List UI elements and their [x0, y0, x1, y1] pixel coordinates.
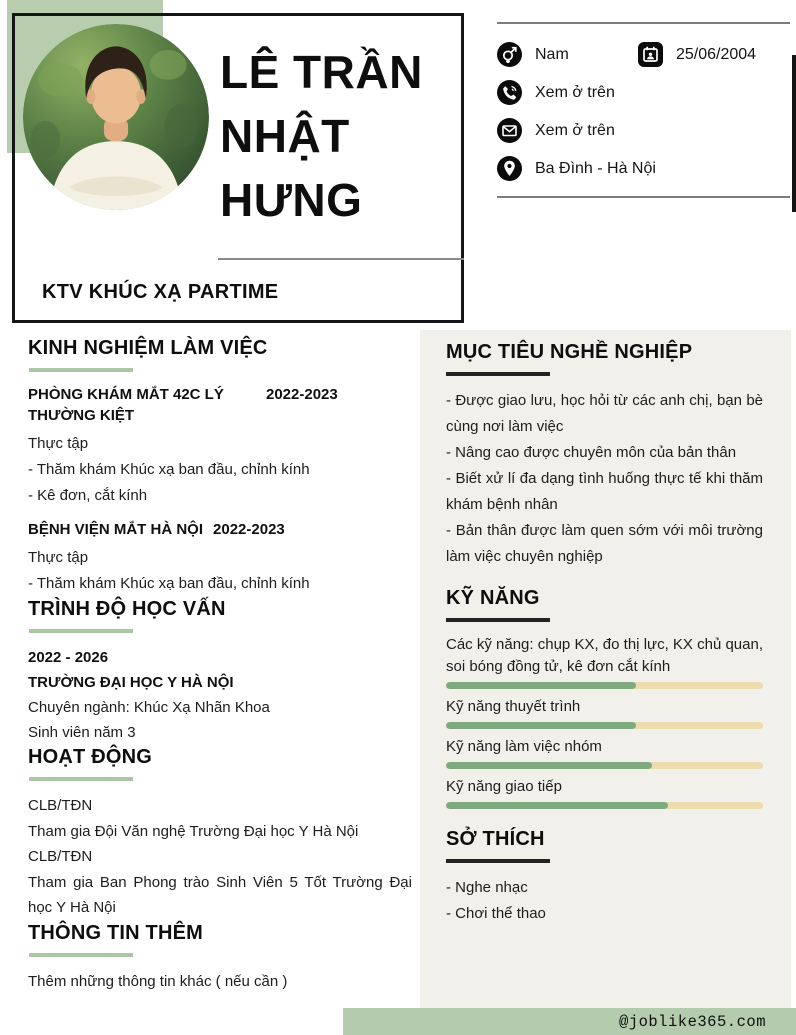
job-period: 2022-2023 [213, 521, 285, 538]
contact-phone [497, 80, 615, 105]
contact-divider-top [497, 22, 790, 24]
contact-divider-bottom [497, 196, 790, 198]
skill-bar [446, 762, 763, 769]
activity-label: CLB/TĐN [28, 797, 93, 814]
section-title-skills: KỸ NĂNG [446, 587, 540, 609]
contact-row-address [497, 156, 796, 181]
candidate-name: LÊ TRẦN NHẬT HƯNG [220, 46, 423, 226]
job-detail: - Thăm khám Khúc xạ ban đầu, chỉnh kính [28, 575, 310, 592]
job-role: Thực tập [28, 435, 89, 452]
additional-underline [29, 953, 133, 957]
email-value: Xem ở trên [535, 121, 615, 139]
additional-text: Thêm những thông tin khác ( nếu cần ) [28, 972, 288, 990]
activity-label: CLB/TĐN [28, 848, 93, 865]
contact-info [497, 42, 796, 194]
experience-underline [29, 368, 133, 372]
contact-birthday [638, 42, 756, 67]
job-role: Thực tập [28, 549, 89, 566]
section-title-activities: HOẠT ĐỘNG [28, 746, 153, 768]
contact-row-email [497, 118, 796, 143]
skill-bar-fill [446, 802, 668, 809]
contact-email [497, 118, 615, 143]
skill-bar [446, 802, 763, 809]
education-underline [29, 629, 133, 633]
contact-row-gender-birthday [497, 42, 796, 67]
skill-item [446, 776, 763, 809]
profile-photo [23, 24, 209, 210]
right-edge-accent-bar [792, 55, 796, 212]
section-title-hobbies: SỞ THÍCH [446, 828, 545, 850]
phone-value: Xem ở trên [535, 83, 615, 101]
contact-address [497, 156, 656, 181]
section-title-experience: KINH NGHIỆM LÀM VIỆC [28, 337, 268, 359]
skills-underline [446, 618, 550, 622]
section-title-objective: MỤC TIÊU NGHỀ NGHIỆP [446, 341, 693, 363]
name-divider-line [218, 258, 464, 260]
activities-underline [29, 777, 133, 781]
hobbies-underline [446, 859, 550, 863]
skill-label: Các kỹ năng: chụp KX, đo thị lực, KX chủ quan, soi bóng đồng tử, kê đơn cắt kính [446, 636, 763, 675]
activity-desc: Tham gia Đội Văn nghệ Trường Đại học Y Hà Nội [28, 822, 359, 840]
contact-row-phone [497, 80, 796, 105]
skill-bar [446, 682, 763, 689]
skill-item [446, 696, 763, 729]
experience-job-2 [28, 519, 412, 597]
objective-underline [446, 372, 550, 376]
left-column [28, 336, 412, 995]
hobby-item: - Nghe nhạc [446, 879, 528, 896]
education-period: 2022 - 2026 [28, 649, 109, 666]
job-detail: - Kê đơn, cắt kính [28, 487, 148, 504]
skill-bar-fill [446, 682, 636, 689]
profile-photo-image [23, 24, 209, 210]
education-major: Chuyên ngành: Khúc Xạ Nhãn Khoa [28, 699, 270, 716]
contact-gender [497, 42, 638, 67]
calendar-icon [638, 42, 663, 67]
objective-item: - Bản thân được làm quen sớm với môi trường làm việc chuyên nghiệp [446, 522, 763, 565]
education-school: TRƯỜNG ĐẠI HỌC Y HÀ NỘI [28, 674, 234, 691]
phone-icon [497, 80, 522, 105]
skill-item [446, 634, 763, 689]
activity-desc: Tham gia Ban Phong trào Sinh Viên 5 Tốt Trường Đại học Y Hà Nội [28, 873, 412, 916]
skill-bar-fill [446, 722, 636, 729]
skill-label: Kỹ năng thuyết trình [446, 698, 581, 715]
objective-item: - Được giao lưu, học hỏi từ các anh chị, bạn bè cùng nơi làm việc [446, 392, 763, 435]
job-org: BỆNH VIỆN MẮT HÀ NỘI [28, 521, 204, 538]
location-icon [497, 156, 522, 181]
right-column [420, 330, 791, 1008]
education-year: Sinh viên năm 3 [28, 724, 136, 741]
job-title: KTV KHÚC XẠ PARTIME [42, 281, 279, 303]
job-detail: - Thăm khám Khúc xạ ban đầu, chỉnh kính [28, 461, 310, 478]
job-period: 2022-2023 [266, 386, 338, 403]
skill-label: Kỹ năng làm việc nhóm [446, 738, 602, 755]
watermark-text: @joblike365.com [618, 1012, 766, 1031]
job-org: PHÒNG KHÁM MẮT 42C LÝ THƯỜNG KIỆT [28, 386, 224, 424]
skill-label: Kỹ năng giao tiếp [446, 778, 562, 795]
section-title-additional: THÔNG TIN THÊM [28, 921, 204, 944]
email-icon [497, 118, 522, 143]
footer-bar [343, 1008, 796, 1035]
skill-bar-fill [446, 762, 652, 769]
objective-item: - Nâng cao được chuyên môn của bản thân [446, 444, 737, 461]
skill-item [446, 736, 763, 769]
gender-value: Nam [535, 45, 569, 63]
gender-icon [497, 42, 522, 67]
objective-item: - Biết xử lí đa dạng tình huống thực tế khi thăm khám bệnh nhân [446, 470, 763, 513]
experience-job-1 [28, 384, 412, 509]
section-title-education: TRÌNH ĐỘ HỌC VẤN [28, 598, 226, 620]
hobby-item: - Chơi thể thao [446, 905, 546, 922]
birthday-value: 25/06/2004 [676, 45, 757, 63]
address-value: Ba Đình - Hà Nội [535, 159, 656, 177]
skill-bar [446, 722, 763, 729]
